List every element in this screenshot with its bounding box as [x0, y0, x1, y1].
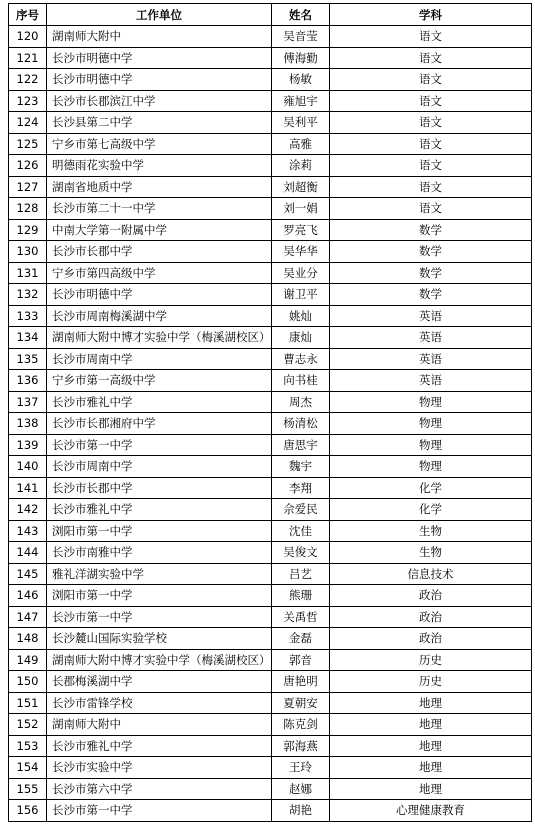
row-subject: 政治: [330, 606, 532, 628]
row-unit: 长郡梅溪湖中学: [47, 671, 272, 693]
row-unit: 长沙市第六中学: [47, 778, 272, 800]
row-name: 周杰: [272, 391, 330, 413]
row-index: 145: [9, 563, 47, 585]
row-subject: 物理: [330, 413, 532, 435]
header-name: 姓名: [272, 4, 330, 26]
row-index: 134: [9, 327, 47, 349]
row-subject: 语文: [330, 133, 532, 155]
table-header: [9, 4, 532, 26]
row-index: 137: [9, 391, 47, 413]
table-row: [9, 499, 532, 521]
table-row: [9, 434, 532, 456]
row-name: 雍旭宇: [272, 90, 330, 112]
row-unit: 长沙麓山国际实验学校: [47, 628, 272, 650]
row-index: 150: [9, 671, 47, 693]
row-name: 姚灿: [272, 305, 330, 327]
row-unit: 长沙县第二中学: [47, 112, 272, 134]
row-index: 128: [9, 198, 47, 220]
row-subject: 英语: [330, 327, 532, 349]
row-index: 152: [9, 714, 47, 736]
table-row: [9, 327, 532, 349]
row-unit: 长沙市雷锋学校: [47, 692, 272, 714]
row-name: 郭音: [272, 649, 330, 671]
row-subject: 物理: [330, 391, 532, 413]
row-unit: 湖南师大附中: [47, 714, 272, 736]
table-row: [9, 241, 532, 263]
row-index: 135: [9, 348, 47, 370]
table-row: [9, 606, 532, 628]
row-unit: 宁乡市第四高级中学: [47, 262, 272, 284]
row-subject: 数学: [330, 284, 532, 306]
row-subject: 化学: [330, 477, 532, 499]
row-unit: 长沙市雅礼中学: [47, 391, 272, 413]
table-row: [9, 477, 532, 499]
row-subject: 地理: [330, 692, 532, 714]
row-unit: 长沙市雅礼中学: [47, 735, 272, 757]
row-index: 153: [9, 735, 47, 757]
row-subject: 语文: [330, 90, 532, 112]
row-name: 刘一娟: [272, 198, 330, 220]
row-unit: 长沙市明德中学: [47, 284, 272, 306]
table-row: [9, 69, 532, 91]
row-index: 126: [9, 155, 47, 177]
row-name: 谢卫平: [272, 284, 330, 306]
header-unit: 工作单位: [47, 4, 272, 26]
row-unit: 浏阳市第一中学: [47, 585, 272, 607]
row-name: 吴俊文: [272, 542, 330, 564]
row-subject: 物理: [330, 456, 532, 478]
row-index: 130: [9, 241, 47, 263]
table-row: [9, 176, 532, 198]
table-row: [9, 735, 532, 757]
row-name: 吕艺: [272, 563, 330, 585]
row-name: 佘爱民: [272, 499, 330, 521]
row-index: 144: [9, 542, 47, 564]
row-name: 魏宇: [272, 456, 330, 478]
row-name: 吴音莹: [272, 26, 330, 48]
row-index: 120: [9, 26, 47, 48]
row-index: 132: [9, 284, 47, 306]
row-subject: 地理: [330, 757, 532, 779]
row-index: 156: [9, 800, 47, 822]
row-index: 131: [9, 262, 47, 284]
row-subject: 信息技术: [330, 563, 532, 585]
table-row: [9, 692, 532, 714]
row-index: 147: [9, 606, 47, 628]
row-unit: 宁乡市第一高级中学: [47, 370, 272, 392]
table-row: [9, 262, 532, 284]
row-subject: 历史: [330, 671, 532, 693]
row-subject: 政治: [330, 585, 532, 607]
row-index: 149: [9, 649, 47, 671]
row-unit: 中南大学第一附属中学: [47, 219, 272, 241]
row-unit: 长沙市第一中学: [47, 800, 272, 822]
row-index: 140: [9, 456, 47, 478]
row-name: 胡艳: [272, 800, 330, 822]
table-row: [9, 520, 532, 542]
row-name: 夏朝安: [272, 692, 330, 714]
row-subject: 语文: [330, 69, 532, 91]
row-index: 125: [9, 133, 47, 155]
row-subject: 数学: [330, 241, 532, 263]
row-index: 143: [9, 520, 47, 542]
table-row: [9, 219, 532, 241]
row-index: 129: [9, 219, 47, 241]
row-subject: 地理: [330, 735, 532, 757]
table-row: [9, 112, 532, 134]
row-index: 122: [9, 69, 47, 91]
row-name: 涂莉: [272, 155, 330, 177]
row-name: 王玲: [272, 757, 330, 779]
row-unit: 长沙市周南中学: [47, 456, 272, 478]
row-index: 133: [9, 305, 47, 327]
row-subject: 语文: [330, 176, 532, 198]
table-row: [9, 26, 532, 48]
row-subject: 英语: [330, 305, 532, 327]
row-unit: 长沙市长郡中学: [47, 477, 272, 499]
row-subject: 生物: [330, 542, 532, 564]
row-name: 唐艳明: [272, 671, 330, 693]
roster-table: [8, 3, 532, 822]
roster-table-container: [8, 3, 532, 822]
row-unit: 长沙市长郡湘府中学: [47, 413, 272, 435]
table-row: [9, 671, 532, 693]
row-name: 吴利平: [272, 112, 330, 134]
row-index: 123: [9, 90, 47, 112]
table-row: [9, 370, 532, 392]
row-unit: 长沙市第一中学: [47, 434, 272, 456]
row-name: 李翔: [272, 477, 330, 499]
row-name: 吴华华: [272, 241, 330, 263]
row-index: 151: [9, 692, 47, 714]
row-subject: 英语: [330, 370, 532, 392]
row-subject: 语文: [330, 47, 532, 69]
table-body: [9, 26, 532, 822]
row-name: 沈佳: [272, 520, 330, 542]
row-subject: 生物: [330, 520, 532, 542]
row-name: 郭海燕: [272, 735, 330, 757]
row-unit: 长沙市雅礼中学: [47, 499, 272, 521]
row-index: 138: [9, 413, 47, 435]
row-unit: 长沙市明德中学: [47, 69, 272, 91]
row-unit: 长沙市南雅中学: [47, 542, 272, 564]
row-unit: 长沙市周南中学: [47, 348, 272, 370]
row-name: 熊珊: [272, 585, 330, 607]
row-unit: 湖南师大附中: [47, 26, 272, 48]
row-subject: 物理: [330, 434, 532, 456]
row-index: 155: [9, 778, 47, 800]
row-unit: 长沙市明德中学: [47, 47, 272, 69]
row-name: 吴业分: [272, 262, 330, 284]
header-index: 序号: [9, 4, 47, 26]
table-row: [9, 563, 532, 585]
row-name: 杨清松: [272, 413, 330, 435]
row-unit: 长沙市第一中学: [47, 606, 272, 628]
row-unit: 雅礼洋湖实验中学: [47, 563, 272, 585]
header-row: [9, 4, 532, 26]
row-index: 141: [9, 477, 47, 499]
row-name: 赵娜: [272, 778, 330, 800]
row-unit: 长沙市第二十一中学: [47, 198, 272, 220]
row-unit: 湖南省地质中学: [47, 176, 272, 198]
row-subject: 地理: [330, 778, 532, 800]
header-subject: 学科: [330, 4, 532, 26]
row-name: 陈克剑: [272, 714, 330, 736]
row-subject: 语文: [330, 112, 532, 134]
row-index: 146: [9, 585, 47, 607]
row-name: 唐思宇: [272, 434, 330, 456]
row-unit: 湖南师大附中博才实验中学（梅溪湖校区）: [47, 649, 272, 671]
row-name: 康灿: [272, 327, 330, 349]
row-subject: 语文: [330, 26, 532, 48]
row-unit: 长沙市实验中学: [47, 757, 272, 779]
row-name: 罗亮飞: [272, 219, 330, 241]
row-subject: 语文: [330, 198, 532, 220]
row-subject: 心理健康教育: [330, 800, 532, 822]
row-subject: 化学: [330, 499, 532, 521]
row-unit: 湖南师大附中博才实验中学（梅溪湖校区）: [47, 327, 272, 349]
table-row: [9, 778, 532, 800]
row-subject: 政治: [330, 628, 532, 650]
table-row: [9, 628, 532, 650]
table-row: [9, 155, 532, 177]
table-row: [9, 413, 532, 435]
table-row: [9, 90, 532, 112]
row-subject: 数学: [330, 219, 532, 241]
row-index: 139: [9, 434, 47, 456]
row-subject: 地理: [330, 714, 532, 736]
table-row: [9, 348, 532, 370]
row-subject: 语文: [330, 155, 532, 177]
table-row: [9, 542, 532, 564]
row-unit: 长沙市长郡中学: [47, 241, 272, 263]
row-unit: 长沙市长郡滨江中学: [47, 90, 272, 112]
table-row: [9, 133, 532, 155]
row-name: 金磊: [272, 628, 330, 650]
row-subject: 数学: [330, 262, 532, 284]
row-unit: 长沙市周南梅溪湖中学: [47, 305, 272, 327]
row-unit: 浏阳市第一中学: [47, 520, 272, 542]
row-name: 高雅: [272, 133, 330, 155]
row-index: 142: [9, 499, 47, 521]
table-row: [9, 198, 532, 220]
row-index: 124: [9, 112, 47, 134]
row-name: 曹志永: [272, 348, 330, 370]
table-row: [9, 47, 532, 69]
row-subject: 英语: [330, 348, 532, 370]
table-row: [9, 585, 532, 607]
table-row: [9, 305, 532, 327]
table-row: [9, 284, 532, 306]
row-index: 136: [9, 370, 47, 392]
table-row: [9, 800, 532, 822]
row-name: 傅海勤: [272, 47, 330, 69]
row-name: 刘超衡: [272, 176, 330, 198]
row-unit: 明德雨花实验中学: [47, 155, 272, 177]
row-index: 121: [9, 47, 47, 69]
table-row: [9, 391, 532, 413]
table-row: [9, 649, 532, 671]
row-name: 杨敏: [272, 69, 330, 91]
row-index: 127: [9, 176, 47, 198]
row-subject: 历史: [330, 649, 532, 671]
row-unit: 宁乡市第七高级中学: [47, 133, 272, 155]
row-index: 148: [9, 628, 47, 650]
row-name: 向书桂: [272, 370, 330, 392]
row-index: 154: [9, 757, 47, 779]
table-row: [9, 714, 532, 736]
table-row: [9, 456, 532, 478]
table-row: [9, 757, 532, 779]
row-name: 关禹哲: [272, 606, 330, 628]
